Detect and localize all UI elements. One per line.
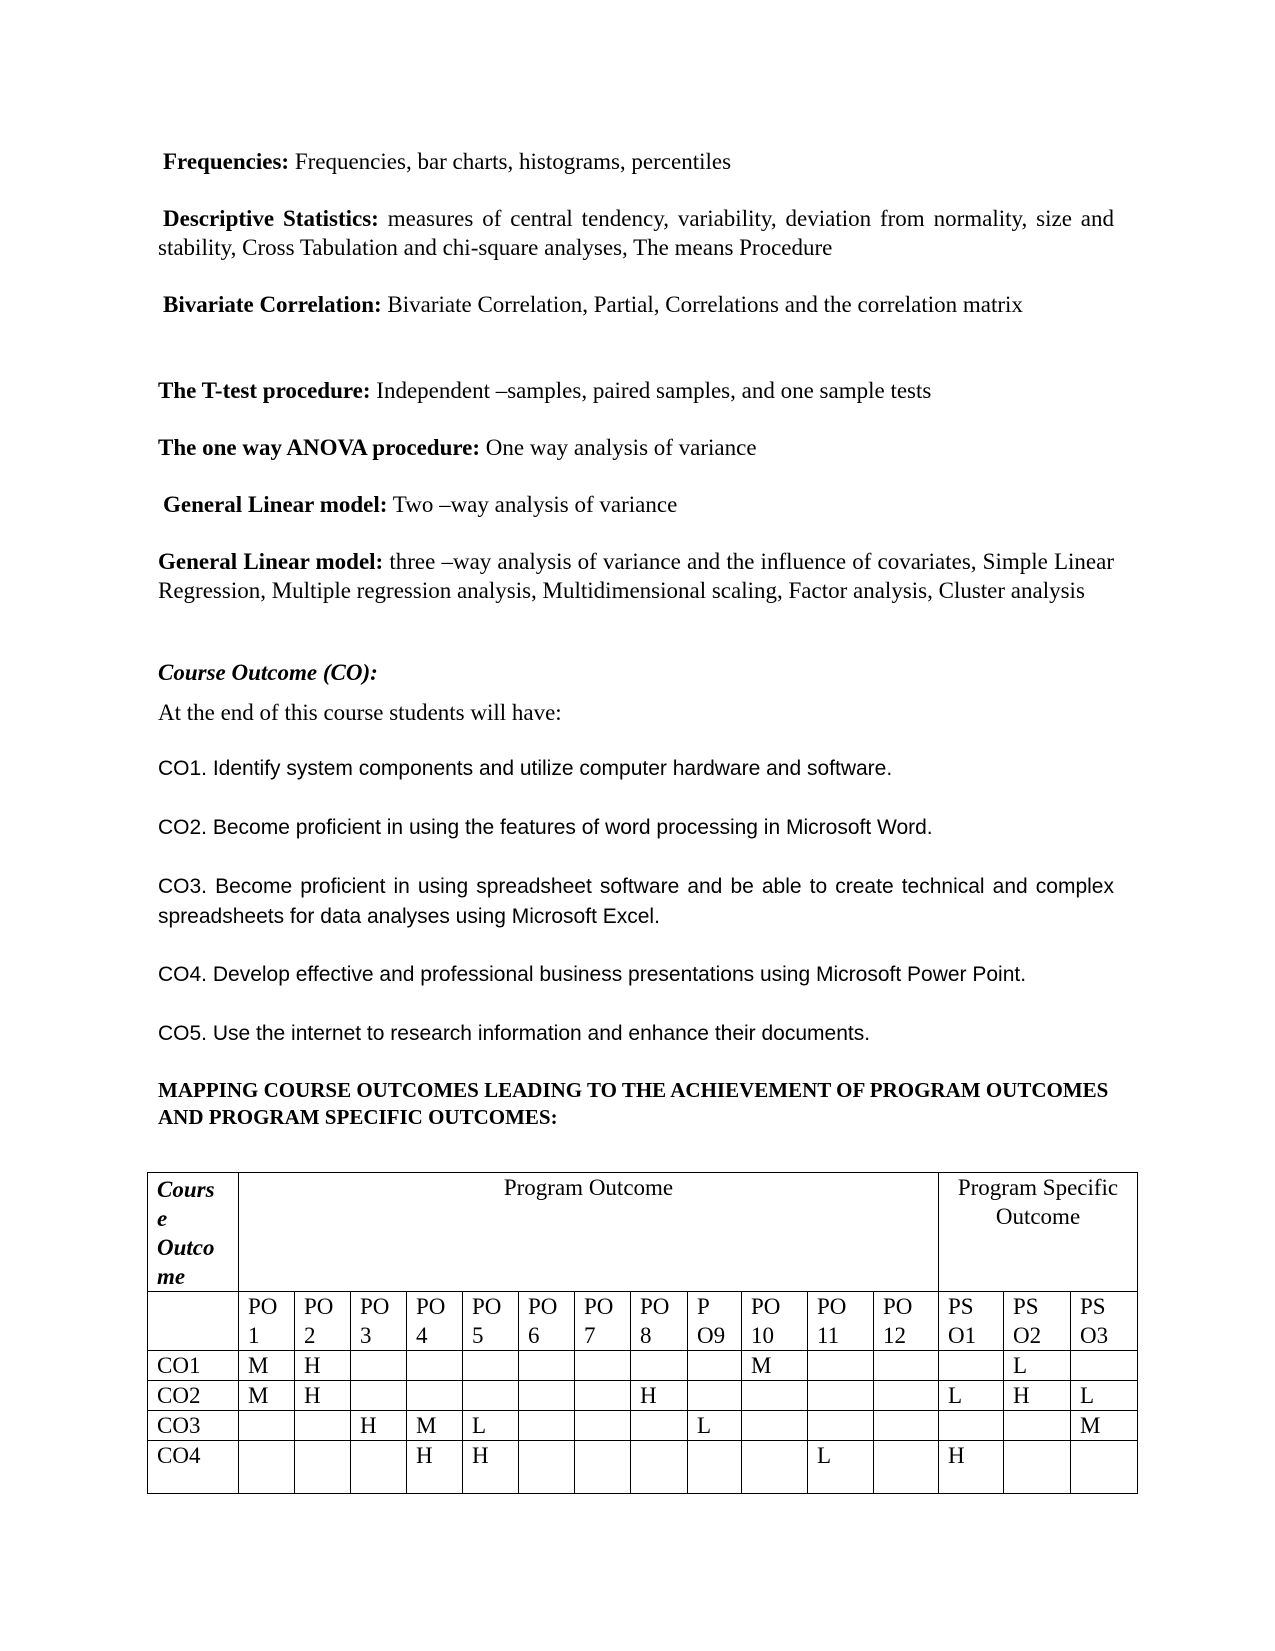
section-label: Bivariate Correlation: <box>163 292 382 317</box>
section-text: Frequencies, bar charts, histograms, percentiles <box>289 149 732 174</box>
mapping-cell <box>939 1411 1004 1441</box>
mapping-cell: H <box>463 1441 519 1494</box>
course-outcome-heading: Course Outcome (CO): <box>158 660 378 685</box>
column-header-cell: PO 7 <box>575 1292 631 1351</box>
column-header-cell: PO 11 <box>808 1292 874 1351</box>
column-header-cell: PS O2 <box>1004 1292 1071 1351</box>
mapping-cell: M <box>239 1351 295 1381</box>
mapping-cell: H <box>295 1381 351 1411</box>
mapping-cell <box>239 1411 295 1441</box>
course-outcome-item: CO4. Develop effective and professional business presentations using Microsoft Power Point. <box>158 963 1027 986</box>
mapping-cell <box>631 1411 688 1441</box>
corner-header-cell <box>148 1173 239 1292</box>
course-outcome-cell: CO4 <box>148 1441 239 1494</box>
mapping-cell <box>631 1441 688 1494</box>
mapping-cell <box>742 1381 808 1411</box>
mapping-cell <box>1004 1441 1071 1494</box>
course-outcome-cell: CO2 <box>148 1381 239 1411</box>
mapping-cell <box>463 1381 519 1411</box>
section-label: The one way ANOVA procedure: <box>158 435 481 460</box>
mapping-cell: H <box>351 1411 407 1441</box>
course-outcome-cell: CO1 <box>148 1351 239 1381</box>
column-header-cell <box>148 1292 239 1351</box>
mapping-cell <box>808 1351 874 1381</box>
mapping-cell: H <box>295 1351 351 1381</box>
course-outcome-intro: At the end of this course students will have: <box>158 700 562 725</box>
course-outcome-item: CO5. Use the internet to research information and enhance their documents. <box>158 1022 871 1045</box>
section-text: three –way analysis of variance and the influence of covariates, Simple Linear Regression, Multiple regression analysis, Multidimensional scaling, Factor analysis, Cluster analysis <box>158 549 1114 603</box>
course-outcome-item: CO1. Identify system components and utilize computer hardware and software. <box>158 757 893 780</box>
mapping-cell <box>688 1351 742 1381</box>
course-outcome-cell: CO3 <box>148 1411 239 1441</box>
table-row <box>148 1441 1138 1494</box>
column-header-cell: PO 5 <box>463 1292 519 1351</box>
column-header-cell: PO 6 <box>519 1292 575 1351</box>
mapping-cell: L <box>808 1441 874 1494</box>
mapping-cell: M <box>239 1381 295 1411</box>
mapping-cell: H <box>407 1441 463 1494</box>
mapping-cell <box>808 1411 874 1441</box>
section-frequencies <box>163 147 1119 176</box>
section-text: Bivariate Correlation, Partial, Correlations and the correlation matrix <box>381 292 1023 317</box>
mapping-cell: H <box>1004 1381 1071 1411</box>
column-header-cell: PO 2 <box>295 1292 351 1351</box>
mapping-cell <box>742 1441 808 1494</box>
mapping-table <box>147 1172 1138 1494</box>
column-header-cell: PO 4 <box>407 1292 463 1351</box>
mapping-cell <box>575 1351 631 1381</box>
mapping-cell <box>874 1381 939 1411</box>
mapping-cell: M <box>1071 1411 1138 1441</box>
mapping-cell <box>874 1441 939 1494</box>
mapping-cell <box>742 1411 808 1441</box>
section-general-linear-model-1 <box>163 490 1119 519</box>
program-outcome-header: Program Outcome <box>239 1173 939 1292</box>
mapping-cell: L <box>1071 1381 1138 1411</box>
mapping-heading: MAPPING COURSE OUTCOMES LEADING TO THE ACHIEVEMENT OF PROGRAM OUTCOMES AND PROGRAM SPECIFIC OUTCOMES: <box>158 1078 1109 1129</box>
mapping-cell <box>463 1351 519 1381</box>
mapping-cell: L <box>939 1381 1004 1411</box>
table-row <box>148 1381 1138 1411</box>
mapping-cell <box>688 1441 742 1494</box>
section-descriptive-statistics <box>158 204 1114 262</box>
course-outcome-item: CO2. Become proficient in using the features of word processing in Microsoft Word. <box>158 816 933 839</box>
column-header-cell: PO 3 <box>351 1292 407 1351</box>
program-specific-header: Program Specific Outcome <box>939 1173 1138 1292</box>
mapping-cell <box>351 1351 407 1381</box>
mapping-cell <box>519 1351 575 1381</box>
section-t-test <box>158 376 1114 405</box>
mapping-cell <box>351 1441 407 1494</box>
mapping-cell <box>1071 1351 1138 1381</box>
mapping-cell <box>295 1411 351 1441</box>
mapping-cell <box>407 1381 463 1411</box>
section-general-linear-model-2 <box>158 547 1114 605</box>
column-header-cell: PO 1 <box>239 1292 295 1351</box>
column-header-cell: PO 10 <box>742 1292 808 1351</box>
section-text: measures of central tendency, variability, deviation from normality, size and stability, Cross Tabulation and chi-square analyses, The means Procedure <box>158 206 1114 260</box>
mapping-cell <box>519 1411 575 1441</box>
section-text: One way analysis of variance <box>480 435 757 460</box>
mapping-cell: L <box>688 1411 742 1441</box>
mapping-cell <box>575 1411 631 1441</box>
section-label: Frequencies: <box>163 149 290 174</box>
mapping-cell <box>808 1381 874 1411</box>
column-header-cell: P O9 <box>688 1292 742 1351</box>
mapping-cell <box>874 1411 939 1441</box>
mapping-cell <box>239 1441 295 1494</box>
mapping-cell <box>688 1381 742 1411</box>
mapping-cell <box>1004 1411 1071 1441</box>
mapping-cell <box>1071 1441 1138 1494</box>
section-label: The T-test procedure: <box>158 378 371 403</box>
column-header-cell: PS O1 <box>939 1292 1004 1351</box>
mapping-cell <box>631 1351 688 1381</box>
table-header-row <box>148 1173 1138 1292</box>
mapping-cell <box>295 1441 351 1494</box>
section-label: General Linear model: <box>163 492 388 517</box>
section-label: General Linear model: <box>158 549 384 574</box>
mapping-cell <box>519 1381 575 1411</box>
table-row <box>148 1411 1138 1441</box>
mapping-cell: M <box>407 1411 463 1441</box>
mapping-cell <box>575 1441 631 1494</box>
course-outcome-item: CO3. Become proficient in using spreadsheet software and be able to create technical and complex spreadsheets for data analyses using Microsoft Excel. <box>158 875 1114 928</box>
column-header-cell: PO 8 <box>631 1292 688 1351</box>
mapping-cell <box>575 1381 631 1411</box>
mapping-cell: H <box>939 1441 1004 1494</box>
section-text: Two –way analysis of variance <box>387 492 678 517</box>
mapping-cell <box>874 1351 939 1381</box>
mapping-cell <box>939 1351 1004 1381</box>
section-one-way-anova <box>158 433 1114 462</box>
mapping-cell <box>519 1441 575 1494</box>
mapping-cell <box>407 1351 463 1381</box>
column-header-row <box>148 1292 1138 1351</box>
corner-label: Cours e Outco me <box>157 1177 215 1289</box>
section-label: Descriptive Statistics: <box>163 206 379 231</box>
section-text: Independent –samples, paired samples, and one sample tests <box>370 378 932 403</box>
mapping-cell: L <box>463 1411 519 1441</box>
column-header-cell: PO 12 <box>874 1292 939 1351</box>
table-row <box>148 1351 1138 1381</box>
mapping-cell: H <box>631 1381 688 1411</box>
section-bivariate-correlation <box>158 290 1114 319</box>
mapping-cell: L <box>1004 1351 1071 1381</box>
mapping-cell <box>351 1381 407 1411</box>
mapping-cell: M <box>742 1351 808 1381</box>
column-header-cell: PS O3 <box>1071 1292 1138 1351</box>
